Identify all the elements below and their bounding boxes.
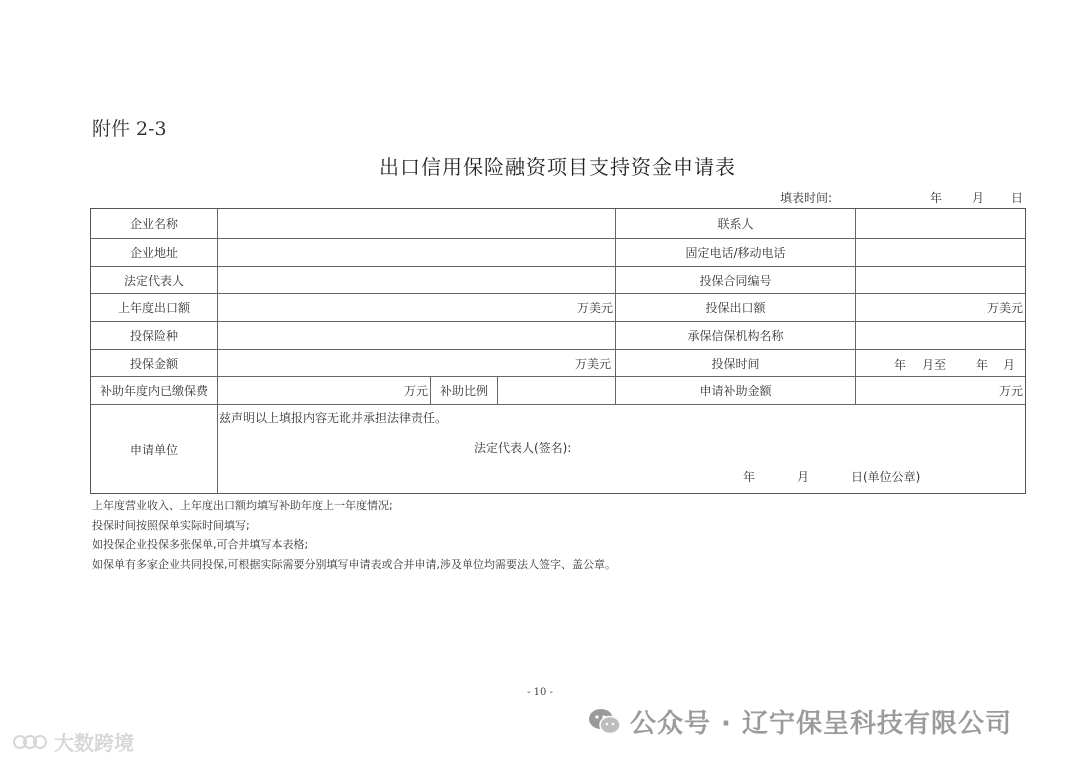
label-contact: 联系人	[717, 217, 754, 231]
note-item: 如投保企业投保多张保单,可合并填写本表格;	[92, 538, 309, 551]
label-subsidy-ratio: 补助比例	[439, 384, 488, 398]
unit-wan-usd: 万美元	[986, 301, 1023, 315]
field-insurer[interactable]	[856, 322, 1025, 349]
field-legal-rep[interactable]	[218, 267, 615, 293]
watermark-right-text: 公众号 · 辽宁保呈科技有限公司	[630, 709, 1012, 739]
field-contract-no[interactable]	[856, 267, 1025, 293]
watermark-left-text: 大数跨境	[54, 731, 134, 755]
label-insurance-type: 投保险种	[129, 329, 178, 343]
form-title: 出口信用保险融资项目支持资金申请表	[379, 155, 736, 179]
field-paid-premium[interactable]	[218, 377, 430, 404]
watermark-logo-icon	[12, 731, 48, 753]
period-year-2: 年	[976, 358, 989, 372]
field-insurance-type[interactable]	[218, 322, 615, 349]
sign-day-stamp: 日(单位公章)	[851, 470, 921, 484]
field-phone[interactable]	[856, 239, 1025, 266]
label-subsidy-amount: 申请补助金额	[699, 384, 772, 398]
unit-wan-yuan: 万元	[998, 384, 1023, 398]
note-item: 上年度营业收入、上年度出口额均填写补助年度上一年度情况;	[92, 499, 393, 512]
field-subsidy-amount[interactable]	[856, 377, 1025, 404]
field-company-name[interactable]	[218, 209, 615, 238]
application-form-table	[90, 208, 1026, 494]
label-contract-no: 投保合同编号	[699, 273, 772, 288]
field-insured-time[interactable]	[856, 350, 1025, 376]
label-insured-time: 投保时间	[711, 356, 760, 371]
label-insured-amount: 投保金额	[129, 356, 178, 371]
field-insured-amount[interactable]	[218, 350, 613, 376]
label-phone: 固定电话/移动电话	[685, 246, 786, 260]
label-insurer: 承保信保机构名称	[687, 329, 784, 343]
period-month-to: 月至	[922, 358, 947, 372]
page-number: - 10 -	[527, 687, 553, 698]
declaration-text: 兹声明以上填报内容无讹并承担法律责任。	[219, 411, 448, 425]
signature-label: 法定代表人(签名):	[474, 441, 572, 455]
unit-wan-usd: 万美元	[574, 356, 611, 371]
fill-date-label: 填表时间:	[780, 191, 833, 205]
attachment-label: 附件 2-3	[92, 118, 167, 140]
field-contact[interactable]	[856, 209, 1025, 238]
fill-date-month: 月	[972, 191, 985, 205]
label-company-name: 企业名称	[129, 217, 178, 231]
note-item: 如保单有多家企业共同投保,可根据实际需要分别填写申请表或合并申请,涉及单位均需要法人签字、盖公章。	[92, 557, 616, 571]
field-address[interactable]	[218, 239, 615, 266]
sign-year: 年	[743, 470, 756, 484]
fill-date-day: 日	[1011, 191, 1024, 205]
watermark-right	[588, 703, 1012, 740]
notes	[92, 496, 616, 574]
fill-date-year: 年	[930, 191, 943, 205]
note-item: 投保时间按照保单实际时间填写;	[92, 518, 250, 532]
period-year-1: 年	[894, 358, 907, 372]
label-applicant: 申请单位	[129, 442, 178, 457]
sign-month: 月	[797, 470, 810, 484]
label-last-export: 上年度出口额	[117, 301, 190, 315]
period-month-2: 月	[1003, 358, 1016, 372]
unit-wan-usd: 万美元	[576, 301, 613, 315]
field-insured-export[interactable]	[856, 294, 1025, 321]
unit-wan-yuan: 万元	[403, 384, 428, 398]
label-legal-rep: 法定代表人	[123, 273, 184, 288]
watermark-left	[12, 727, 134, 756]
wechat-icon	[588, 707, 622, 737]
field-subsidy-ratio[interactable]	[498, 377, 615, 404]
label-paid-premium: 补助年度内已缴保费	[99, 384, 208, 398]
field-last-export[interactable]	[218, 294, 615, 321]
label-address: 企业地址	[129, 246, 178, 260]
label-insured-export: 投保出口额	[705, 301, 766, 315]
